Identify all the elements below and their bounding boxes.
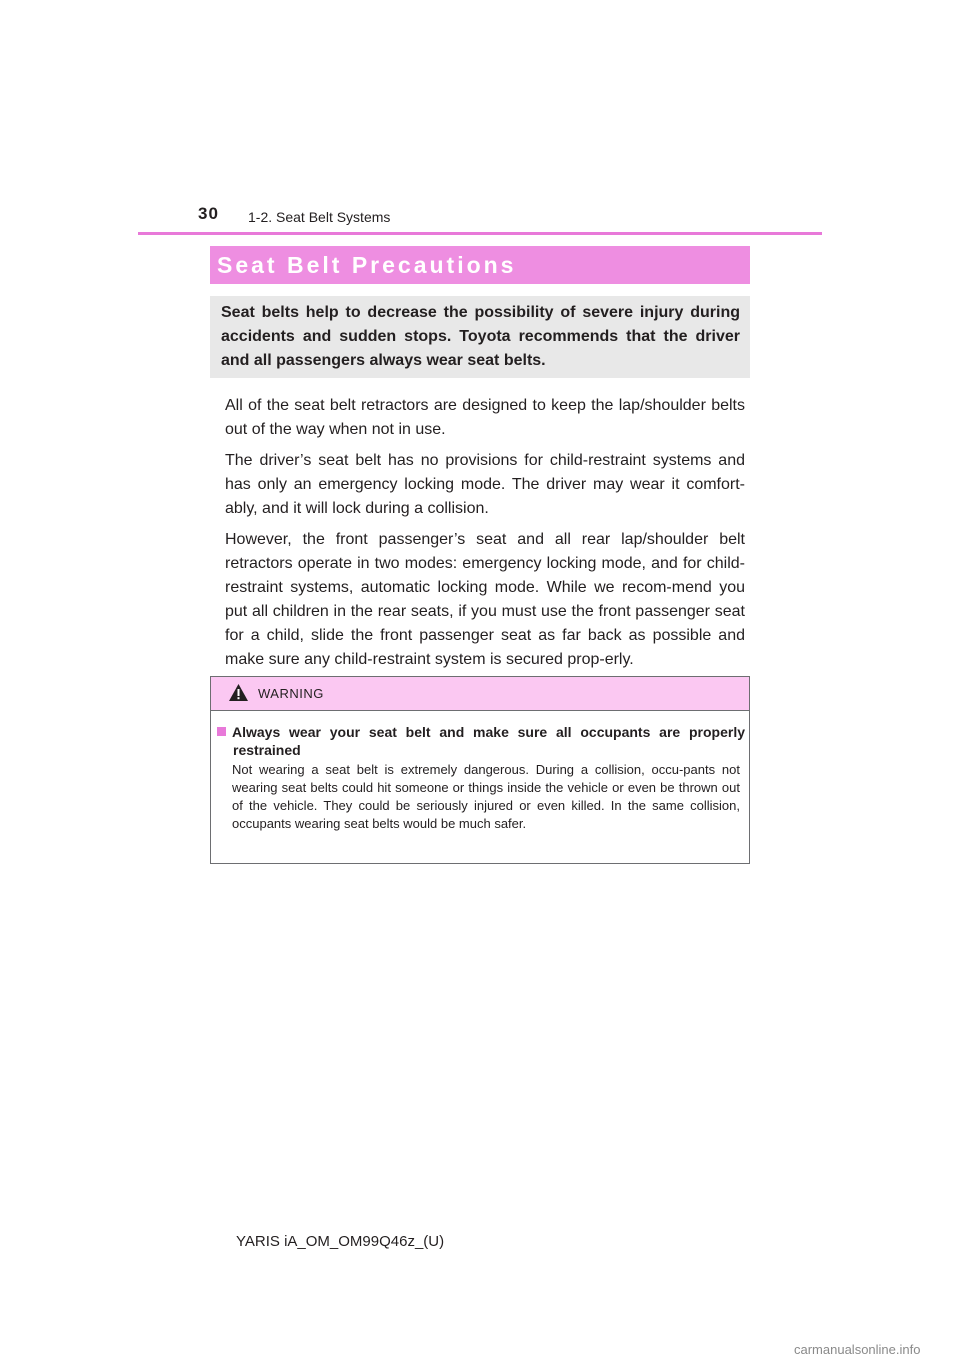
section-label: 1-2. Seat Belt Systems <box>248 209 391 225</box>
warning-header <box>211 677 749 711</box>
bullet-square-icon <box>217 727 226 736</box>
warning-heading <box>217 723 745 759</box>
warning-heading-line <box>217 723 745 741</box>
title-bar <box>210 246 750 284</box>
header-rule <box>138 232 822 235</box>
warning-heading-continuation: restrained <box>233 742 301 758</box>
warning-box <box>210 676 750 864</box>
intro-box <box>210 296 750 378</box>
warning-text: Not wearing a seat belt is extremely dangerous. During a collision, occu-pants not wearing seat belts could hit someone or things inside the vehicle or even be thrown out of the vehicle. They could be seriously injured or even killed. In the same collision, occupants wearing seat belts would be much safer. <box>232 762 740 831</box>
intro-text: Seat belts help to decrease the possibility of severe injury during accidents and sudden stops. Toyota recommends that the driver and all passengers always wear seat belts. <box>221 304 740 369</box>
body-text <box>225 394 745 679</box>
paragraph: The driver’s seat belt has no provisions for child-restraint systems and has only an emergency locking mode. The driver may wear it comfort-ably, and it will lock during a collision. <box>225 452 745 517</box>
footer-code: YARIS iA_OM_OM99Q46z_(U) <box>236 1233 445 1250</box>
warning-heading-text: Always wear your seat belt and make sure all occupants are properly <box>232 724 745 740</box>
paragraph: However, the front passenger’s seat and all rear lap/shoulder belt retractors operate in two modes: emergency locking mode, and for child-restraint systems, automatic locking mode. While we recom-mend you put all children in the rear seats, if you must use the front passenger seat for a child, slide the front passenger seat as far back as possible and make sure any child-restraint system is secured prop-erly. <box>225 531 745 668</box>
warning-triangle-icon <box>228 683 249 702</box>
page-number: 30 <box>198 204 219 223</box>
watermark: carmanualsonline.info <box>794 1342 921 1357</box>
paragraph: All of the seat belt retractors are designed to keep the lap/shoulder belts out of the way when not in use. <box>225 397 745 438</box>
page-title: Seat Belt Precautions <box>217 251 517 278</box>
warning-label: WARNING <box>258 686 324 701</box>
